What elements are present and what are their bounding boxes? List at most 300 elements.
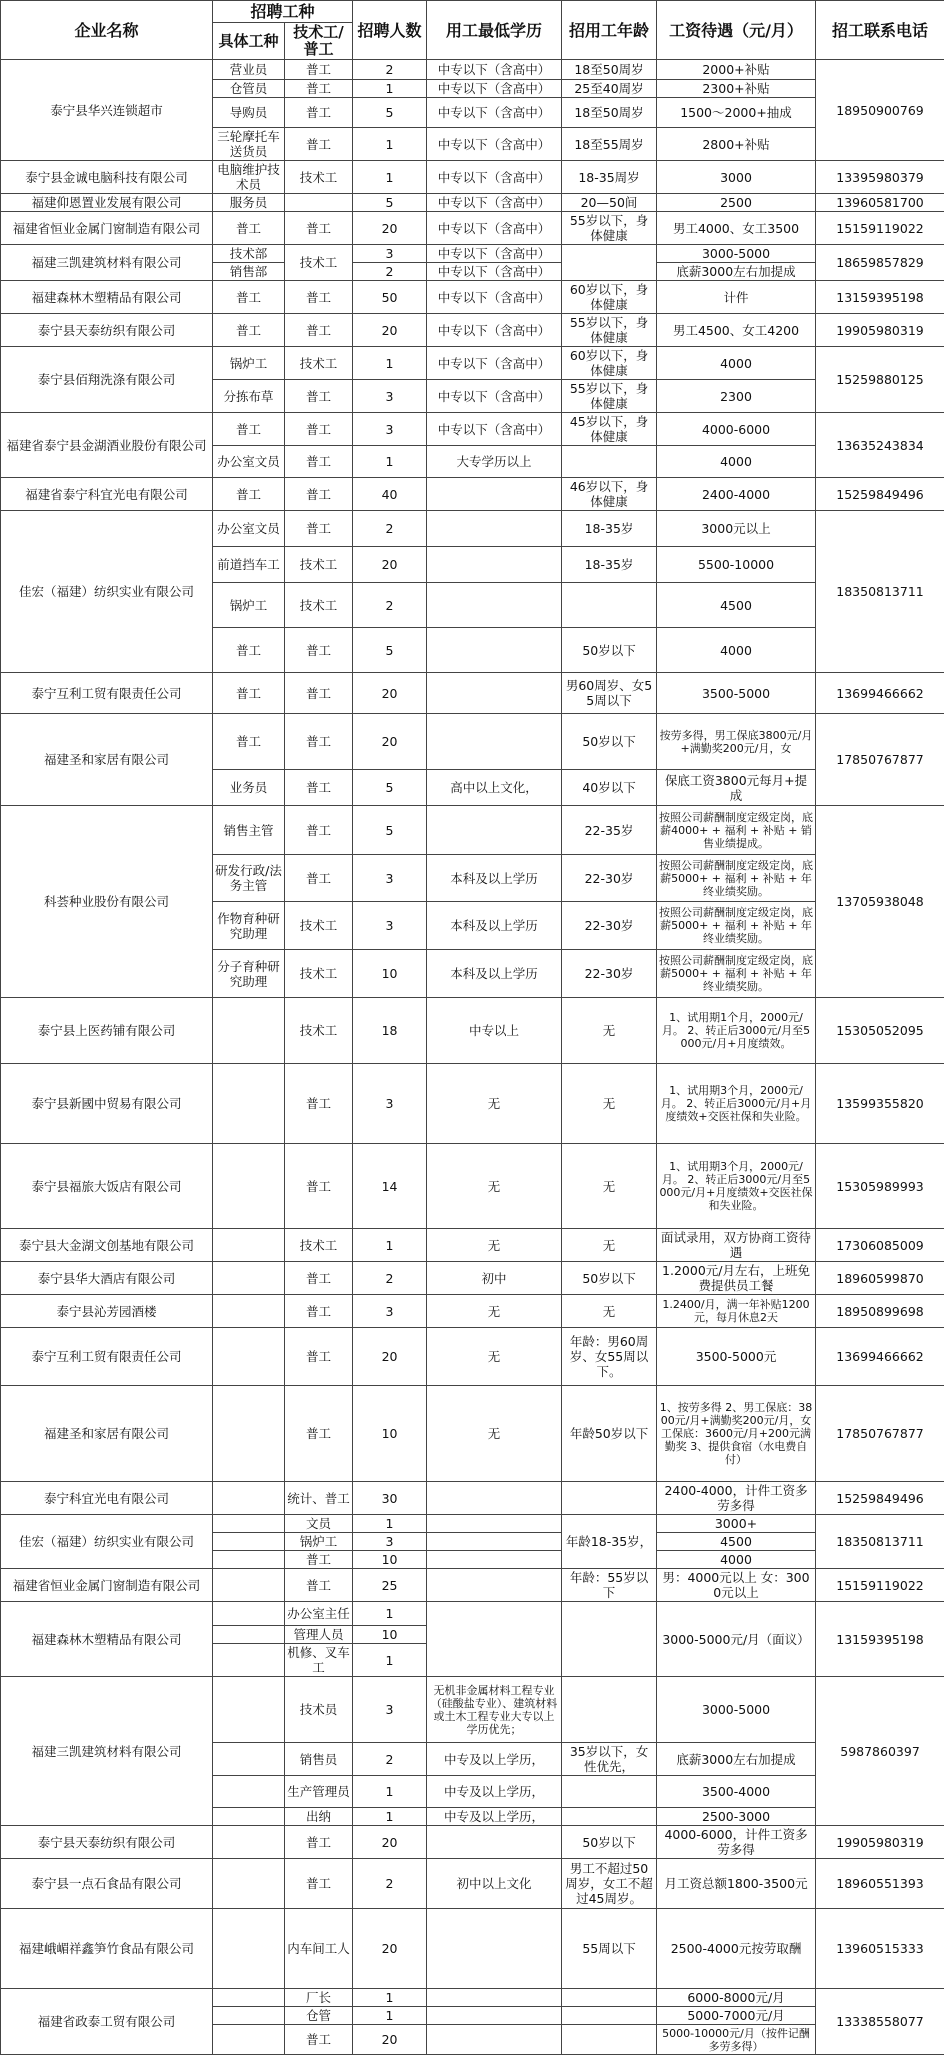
job-cell: 营业员 [213,60,285,80]
age-cell: 年龄：男60周岁、女55周以下。 [562,1328,657,1386]
education-cell: 中专以下（含高中） [427,194,562,212]
salary-cell: 计件 [657,281,816,314]
headcount-cell: 3 [353,1677,427,1743]
job-cell [213,1677,285,1743]
skill-type-cell: 普工 [285,478,353,511]
company-cell: 福建省泰宁科宜光电有限公司 [1,478,213,511]
salary-cell: 3000 [657,161,816,194]
job-cell: 导购员 [213,98,285,128]
headcount-cell: 10 [353,1386,427,1482]
phone-cell: 13338558077 [816,1989,944,2055]
job-cell [213,1776,285,1808]
job-cell [213,1859,285,1909]
skill-type-cell: 普工 [285,1859,353,1909]
headcount-cell: 3 [353,1064,427,1144]
phone-cell: 13159395198 [816,1602,944,1677]
skill-type-cell: 普工 [285,1064,353,1144]
salary-cell: 按照公司薪酬制度定级定岗，底薪5000+ + 福利 + 补贴 + 年终业绩奖励。 [657,855,816,902]
headcount-cell: 2 [353,511,427,547]
age-cell [562,583,657,628]
salary-cell: 2400-4000 [657,478,816,511]
salary-cell: 4000-6000，计件工资多劳多得 [657,1826,816,1859]
job-cell: 普工 [213,714,285,770]
education-cell [427,1826,562,1859]
education-cell [427,1551,562,1569]
phone-cell: 13635243834 [816,413,944,478]
skill-type-cell: 技术工 [285,347,353,380]
salary-cell: 按照公司薪酬制度定级定岗，底薪4000+ + 福利 + 补贴 + 销售业绩提成。 [657,806,816,855]
job-cell [213,1482,285,1515]
headcount-cell: 18 [353,998,427,1064]
job-cell [213,1626,285,1644]
skill-type-cell: 普工 [285,314,353,347]
education-cell: 中专及以上学历， [427,1808,562,1826]
headcount-cell: 20 [353,212,427,245]
headcount-cell: 1 [353,1229,427,1262]
job-cell [213,1064,285,1144]
skill-type-cell: 技术工 [285,1229,353,1262]
table-row [1,1482,944,1515]
age-cell: 无 [562,1295,657,1328]
education-cell: 大专学历以上 [427,446,562,478]
job-cell: 办公室文员 [213,511,285,547]
skill-type-cell: 普工 [285,446,353,478]
job-cell [213,1989,285,2007]
job-cell: 锅炉工 [213,347,285,380]
headcount-cell: 50 [353,281,427,314]
skill-type-cell: 普工 [285,1328,353,1386]
company-cell: 泰宁县金诚电脑科技有限公司 [1,161,213,194]
company-cell: 福建森林木塑精品有限公司 [1,281,213,314]
company-cell: 泰宁县沁芳园酒楼 [1,1295,213,1328]
salary-cell: 2300 [657,380,816,413]
education-cell [427,1602,562,1677]
salary-cell: 底薪3000左右加提成 [657,1743,816,1776]
age-cell: 46岁以下，身体健康 [562,478,657,511]
salary-cell: 2800+补贴 [657,128,816,161]
headcount-cell: 5 [353,806,427,855]
salary-cell: 2400-4000，计件工资多劳多得 [657,1482,816,1515]
age-cell: 无 [562,998,657,1064]
phone-cell: 18950900769 [816,60,944,161]
skill-type-cell: 技术工 [285,547,353,583]
skill-type-cell: 普工 [285,281,353,314]
company-cell: 福建仰恩置业发展有限公司 [1,194,213,212]
age-cell [562,1989,657,2007]
education-cell: 初中 [427,1262,562,1295]
age-cell [562,1677,657,1743]
education-cell: 无 [427,1229,562,1262]
job-cell [213,2007,285,2025]
headcount-cell: 10 [353,1626,427,1644]
headcount-cell: 1 [353,80,427,98]
education-cell: 中专以下（含高中） [427,212,562,245]
job-cell: 普工 [213,628,285,673]
education-cell: 中专以下（含高中） [427,263,562,281]
age-cell: 55岁以下，身体健康 [562,212,657,245]
phone-cell: 17850767877 [816,1386,944,1482]
age-cell: 50岁以下 [562,628,657,673]
phone-cell: 17850767877 [816,714,944,806]
header-company: 企业名称 [1,1,213,60]
education-cell: 高中以上文化， [427,770,562,806]
phone-cell: 13699466662 [816,1328,944,1386]
phone-cell: 13159395198 [816,281,944,314]
headcount-cell: 25 [353,1569,427,1602]
age-cell: 25至40周岁 [562,80,657,98]
job-cell: 普工 [213,314,285,347]
job-cell: 销售主管 [213,806,285,855]
table-row [1,347,944,380]
skill-type-cell: 普工 [285,80,353,98]
header-education: 用工最低学历 [427,1,562,60]
job-cell: 普工 [213,413,285,446]
skill-type-cell: 生产管理员 [285,1776,353,1808]
skill-type-cell: 普工 [285,128,353,161]
salary-cell: 3000元以上 [657,511,816,547]
headcount-cell: 2 [353,1859,427,1909]
skill-type-cell: 机修、叉车工 [285,1644,353,1677]
age-cell: 18-35岁 [562,511,657,547]
job-cell: 分子育种研究助理 [213,950,285,998]
education-cell: 本科及以上学历 [427,855,562,902]
company-cell: 福建三凯建筑材料有限公司 [1,245,213,281]
education-cell: 本科及以上学历 [427,902,562,950]
education-cell: 无 [427,1328,562,1386]
headcount-cell: 1 [353,2007,427,2025]
salary-cell: 2000+补贴 [657,60,816,80]
job-cell: 研发行政/法务主管 [213,855,285,902]
job-cell [213,1515,285,1533]
phone-cell: 15305989993 [816,1144,944,1229]
salary-cell: 2500-3000 [657,1808,816,1826]
education-cell: 中专以下（含高中） [427,80,562,98]
age-cell: 男工不超过50周岁，女工不超过45周岁。 [562,1859,657,1909]
education-cell [427,673,562,714]
header-specific-job: 具体工种 [213,23,285,60]
salary-cell: 1、按劳多得 2、男工保底：3800元/月+满勤奖200元/月，女工保底：3600元/月+200元满勤奖 3、提供食宿（水电费自付） [657,1386,816,1482]
skill-type-cell: 文员 [285,1515,353,1533]
phone-cell: 13960581700 [816,194,944,212]
skill-type-cell: 普工 [285,1295,353,1328]
company-cell: 福建省政泰工贸有限公司 [1,1989,213,2055]
skill-type-cell: 统计、普工 [285,1482,353,1515]
education-cell: 本科及以上学历 [427,950,562,998]
phone-cell: 15159119022 [816,212,944,245]
salary-cell: 按照公司薪酬制度定级定岗，底薪5000+ + 福利 + 补贴 + 年终业绩奖励。 [657,950,816,998]
education-cell [427,1989,562,2007]
job-cell: 普工 [213,212,285,245]
education-cell [427,511,562,547]
job-cell: 技术部 [213,245,285,263]
phone-cell: 15259880125 [816,347,944,413]
job-cell [213,998,285,1064]
education-cell: 无 [427,1295,562,1328]
job-cell [213,1826,285,1859]
headcount-cell: 2 [353,1262,427,1295]
education-cell: 无 [427,1144,562,1229]
job-cell [213,1144,285,1229]
age-cell: 男60周岁、女55周以下 [562,673,657,714]
phone-cell: 18350813711 [816,511,944,673]
company-cell: 福建圣和家居有限公司 [1,1386,213,1482]
salary-cell: 4000 [657,347,816,380]
skill-type-cell: 普工 [285,511,353,547]
headcount-cell: 3 [353,902,427,950]
headcount-cell: 20 [353,2025,427,2055]
education-cell: 中专以上 [427,998,562,1064]
job-cell [213,1644,285,1677]
headcount-cell: 1 [353,1644,427,1677]
age-cell: 年龄：55岁以下 [562,1569,657,1602]
table-row [1,806,944,855]
education-cell [427,1533,562,1551]
skill-type-cell: 普工 [285,628,353,673]
age-cell: 55岁以下，身体健康 [562,380,657,413]
skill-type-cell: 普工 [285,1569,353,1602]
headcount-cell: 2 [353,583,427,628]
phone-cell: 18960599870 [816,1262,944,1295]
job-cell: 三轮摩托车送货员 [213,128,285,161]
headcount-cell: 1 [353,347,427,380]
table-row [1,161,944,194]
age-cell [562,2007,657,2025]
skill-type-cell [285,194,353,212]
job-cell [213,1229,285,1262]
phone-cell: 15305052095 [816,998,944,1064]
skill-type-cell: 普工 [285,60,353,80]
salary-cell: 月工资总额1800-3500元 [657,1859,816,1909]
age-cell [562,2025,657,2055]
company-cell: 福建圣和家居有限公司 [1,714,213,806]
age-cell [562,446,657,478]
skill-type-cell: 普工 [285,1551,353,1569]
company-cell: 佳宏（福建）纺织实业有限公司 [1,511,213,673]
education-cell [427,714,562,770]
salary-cell: 1.2000元/月左右，上班免费提供员工餐 [657,1262,816,1295]
age-cell: 55周以下 [562,1909,657,1989]
skill-type-cell: 技术工 [285,998,353,1064]
age-cell: 18-35岁 [562,547,657,583]
age-cell: 年龄50岁以下 [562,1386,657,1482]
phone-cell: 18350813711 [816,1515,944,1569]
age-cell: 60岁以下，身体健康 [562,347,657,380]
salary-cell: 4000 [657,628,816,673]
header-phone: 招工联系电话 [816,1,944,60]
age-cell: 无 [562,1144,657,1229]
age-cell: 50岁以下 [562,1262,657,1295]
salary-cell: 面试录用，双方协商工资待遇 [657,1229,816,1262]
table-row [1,1262,944,1295]
education-cell [427,628,562,673]
education-cell: 中专以下（含高中） [427,413,562,446]
age-cell: 50岁以下 [562,714,657,770]
headcount-cell: 5 [353,770,427,806]
job-cell: 服务员 [213,194,285,212]
table-row [1,212,944,245]
headcount-cell: 3 [353,413,427,446]
age-cell: 40岁以下 [562,770,657,806]
company-cell: 福建省泰宁县金湖酒业股份有限公司 [1,413,213,478]
job-cell: 锅炉工 [213,583,285,628]
salary-cell: 3500-5000元 [657,1328,816,1386]
table-row [1,673,944,714]
education-cell: 中专以下（含高中） [427,161,562,194]
education-cell [427,806,562,855]
salary-cell: 5500-10000 [657,547,816,583]
salary-cell: 3000-5000 [657,245,816,263]
headcount-cell: 1 [353,1776,427,1808]
salary-cell: 4000 [657,1551,816,1569]
headcount-cell: 2 [353,60,427,80]
headcount-cell: 20 [353,1826,427,1859]
phone-cell: 15259849496 [816,478,944,511]
age-cell [562,1602,657,1677]
job-cell [213,1295,285,1328]
age-cell: 无 [562,1064,657,1144]
salary-cell: 男工4000、女工3500 [657,212,816,245]
skill-type-cell: 普工 [285,380,353,413]
headcount-cell: 20 [353,1328,427,1386]
skill-type-cell: 普工 [285,413,353,446]
salary-cell: 2500-4000元按劳取酬 [657,1909,816,1989]
skill-type-cell: 普工 [285,1262,353,1295]
salary-cell: 1、试用期1个月，2000元/月。 2、转正后3000元/月至5000元/月+月度绩效。 [657,998,816,1064]
skill-type-cell: 普工 [285,855,353,902]
education-cell [427,2025,562,2055]
age-cell [562,1808,657,1826]
salary-cell: 1.2400/月，满一年补贴1200元，每月休息2天 [657,1295,816,1328]
salary-cell: 2300+补贴 [657,80,816,98]
headcount-cell: 3 [353,245,427,263]
header-salary: 工资待遇（元/月） [657,1,816,60]
education-cell: 初中以上文化 [427,1859,562,1909]
age-cell: 18至55周岁 [562,128,657,161]
phone-cell: 18659857829 [816,245,944,281]
company-cell: 泰宁县天泰纺织有限公司 [1,314,213,347]
table-row [1,413,944,446]
table-row [1,1515,944,1533]
skill-type-cell: 普工 [285,2025,353,2055]
table-body [1,60,944,2055]
company-cell: 泰宁县佰翔洗涤有限公司 [1,347,213,413]
company-cell: 泰宁县华兴连锁超市 [1,60,213,161]
headcount-cell: 1 [353,1602,427,1626]
job-cell [213,2025,285,2055]
education-cell [427,478,562,511]
salary-cell: 3000-5000元/月（面议） [657,1602,816,1677]
job-cell [213,1551,285,1569]
skill-type-cell: 普工 [285,806,353,855]
table-row [1,478,944,511]
salary-cell: 4000-6000 [657,413,816,446]
skill-type-cell: 普工 [285,98,353,128]
skill-type-cell: 普工 [285,1826,353,1859]
job-cell: 普工 [213,281,285,314]
skill-type-cell: 普工 [285,212,353,245]
table-row [1,314,944,347]
salary-cell: 2500 [657,194,816,212]
age-cell: 50岁以下 [562,1826,657,1859]
headcount-cell: 5 [353,194,427,212]
company-cell: 泰宁县福旅大饭店有限公司 [1,1144,213,1229]
table-row [1,194,944,212]
job-cell: 办公室文员 [213,446,285,478]
headcount-cell: 30 [353,1482,427,1515]
salary-cell: 4000 [657,446,816,478]
headcount-cell: 20 [353,714,427,770]
company-cell: 福建省恒业金属门窗制造有限公司 [1,212,213,245]
age-cell: 45岁以下，身体健康 [562,413,657,446]
phone-cell: 19905980319 [816,1826,944,1859]
table-row [1,998,944,1064]
education-cell [427,1569,562,1602]
skill-type-cell: 办公室主任 [285,1602,353,1626]
job-cell [213,1602,285,1626]
job-cell: 销售部 [213,263,285,281]
skill-type-cell: 普工 [285,673,353,714]
headcount-cell: 20 [353,314,427,347]
skill-type-cell: 普工 [285,1386,353,1482]
age-cell [562,245,657,281]
headcount-cell: 2 [353,1743,427,1776]
skill-type-cell: 技术工 [285,902,353,950]
skill-type-cell: 仓管 [285,2007,353,2025]
education-cell: 中专以下（含高中） [427,380,562,413]
age-cell: 18至50周岁 [562,60,657,80]
job-cell [213,1569,285,1602]
education-cell: 中专以下（含高中） [427,314,562,347]
headcount-cell: 5 [353,628,427,673]
age-cell: 22-30岁 [562,950,657,998]
headcount-cell: 20 [353,1909,427,1989]
education-cell: 中专以下（含高中） [427,347,562,380]
headcount-cell: 3 [353,380,427,413]
header-job-type: 招聘工种 [213,1,353,23]
table-row [1,1328,944,1386]
skill-type-cell: 出纳 [285,1808,353,1826]
education-cell [427,1515,562,1533]
skill-type-cell: 内车间工人 [285,1909,353,1989]
education-cell [427,1482,562,1515]
education-cell: 无 [427,1386,562,1482]
company-cell: 福建峨嵋祥鑫笋竹食品有限公司 [1,1909,213,1989]
salary-cell: 4500 [657,1533,816,1551]
education-cell: 无 [427,1064,562,1144]
skill-type-cell: 管理人员 [285,1626,353,1644]
headcount-cell: 1 [353,1808,427,1826]
education-cell [427,583,562,628]
table-row [1,245,944,263]
header-skill-type: 技术工/普工 [285,23,353,60]
salary-cell: 保底工资3800元每月+提成 [657,770,816,806]
skill-type-cell: 技术工 [285,245,353,281]
company-cell: 佳宏（福建）纺织实业有限公司 [1,1515,213,1569]
skill-type-cell: 普工 [285,1144,353,1229]
job-cell [213,1909,285,1989]
company-cell: 泰宁县华大酒店有限公司 [1,1262,213,1295]
job-cell [213,1328,285,1386]
salary-cell: 3500-4000 [657,1776,816,1808]
phone-cell: 5987860397 [816,1677,944,1826]
skill-type-cell: 技术员 [285,1677,353,1743]
phone-cell: 13960515333 [816,1909,944,1989]
table-row [1,1064,944,1144]
education-cell: 中专及以上学历， [427,1743,562,1776]
headcount-cell: 3 [353,1295,427,1328]
job-cell: 分拣布草 [213,380,285,413]
age-cell: 22-30岁 [562,902,657,950]
